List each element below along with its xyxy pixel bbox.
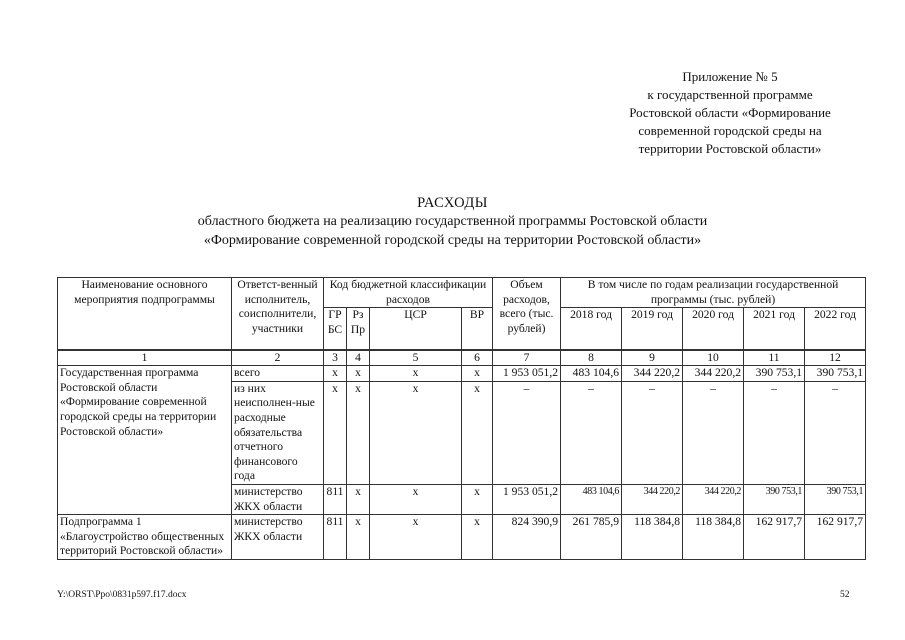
document-subtitle-line: «Формирование современной городской среды на территории Ростовской области» (203, 233, 702, 248)
header-executor: Ответст-венный исполнитель, соисполнители, участники (232, 278, 324, 350)
column-number: 12 (805, 350, 866, 366)
executor-cell: министерство ЖКХ области (232, 515, 324, 560)
table-row (58, 366, 866, 382)
year-value-cell: 483 104,6 (561, 485, 622, 515)
rzpr-cell: х (347, 485, 370, 515)
rzpr-cell: х (347, 366, 370, 382)
subprogram-name: Подпрограмма 1 «Благоустройство общественных территорий Ростовской области» (58, 515, 232, 560)
footer-file-path: Y:\ORST\Ppo\0831p597.f17.docx (57, 590, 187, 600)
csr-cell: х (370, 381, 462, 484)
column-number: 1 (58, 350, 232, 366)
document-title: РАСХОДЫ (417, 195, 488, 211)
appendix-line: Ростовской области «Формирование (629, 105, 831, 120)
vr-cell: х (462, 381, 493, 484)
year-value-cell: – (622, 381, 683, 484)
header-year: 2022 год (805, 308, 866, 350)
appendix-line: территории Ростовской области» (638, 141, 822, 156)
program-name: Государственная программа Ростовской области «Формирование современной городской среды на территории Ростовской области» (58, 366, 232, 515)
year-value-cell: – (744, 381, 805, 484)
csr-cell: х (370, 515, 462, 560)
header-year: 2020 год (683, 308, 744, 350)
rzpr-cell: х (347, 381, 370, 484)
vr-cell: х (462, 366, 493, 382)
year-value-cell: 390 753,1 (744, 366, 805, 382)
year-value-cell: – (561, 381, 622, 484)
grbs-cell: х (324, 366, 347, 382)
vr-cell: х (462, 485, 493, 515)
total-cell: 1 953 051,2 (493, 485, 561, 515)
year-value-cell: 483 104,6 (561, 366, 622, 382)
year-value-cell: 344 220,2 (683, 366, 744, 382)
header-vr: ВР (462, 308, 493, 350)
column-number: 2 (232, 350, 324, 366)
year-value-cell: – (805, 381, 866, 484)
page-number: 52 (840, 590, 850, 600)
year-value-cell: 162 917,7 (805, 515, 866, 560)
year-value-cell: 344 220,2 (683, 485, 744, 515)
header-rzpr: Рз Пр (347, 308, 370, 350)
header-grbs: ГР БС (324, 308, 347, 350)
table-header-row (58, 278, 866, 308)
document-subtitle-line: областного бюджета на реализацию государственной программы Ростовской области (197, 214, 708, 229)
header-volume: Объем расходов, всего (тыс. рублей) (493, 278, 561, 350)
year-value-cell: 344 220,2 (622, 485, 683, 515)
year-value-cell: 390 753,1 (805, 366, 866, 382)
header-year: 2019 год (622, 308, 683, 350)
appendix-line: к государственной программе (647, 87, 813, 102)
year-value-cell: 261 785,9 (561, 515, 622, 560)
table-row (58, 515, 866, 560)
header-csr: ЦСР (370, 308, 462, 350)
column-number: 9 (622, 350, 683, 366)
year-value-cell: 390 753,1 (805, 485, 866, 515)
year-value-cell: 162 917,7 (744, 515, 805, 560)
appendix-line: современной городской среды на (638, 123, 822, 138)
total-cell: – (493, 381, 561, 484)
executor-cell: министерство ЖКХ области (232, 485, 324, 515)
year-value-cell: 118 384,8 (683, 515, 744, 560)
vr-cell: х (462, 515, 493, 560)
header-years-group: В том числе по годам реализации государственной программы (тыс. рублей) (561, 278, 866, 308)
header-year: 2018 год (561, 308, 622, 350)
column-number: 7 (493, 350, 561, 366)
rzpr-cell: х (347, 515, 370, 560)
year-value-cell: 118 384,8 (622, 515, 683, 560)
header-code-group: Код бюджетной классификации расходов (324, 278, 493, 308)
column-number: 11 (744, 350, 805, 366)
total-cell: 1 953 051,2 (493, 366, 561, 382)
document-title-block (0, 194, 905, 250)
column-number: 6 (462, 350, 493, 366)
appendix-line: Приложение № 5 (682, 69, 778, 84)
column-number: 8 (561, 350, 622, 366)
column-number: 3 (324, 350, 347, 366)
total-cell: 824 390,9 (493, 515, 561, 560)
year-value-cell: 344 220,2 (622, 366, 683, 382)
expenses-table (57, 277, 866, 560)
column-number: 4 (347, 350, 370, 366)
header-year: 2021 год (744, 308, 805, 350)
grbs-cell: 811 (324, 485, 347, 515)
column-number: 10 (683, 350, 744, 366)
grbs-cell: х (324, 381, 347, 484)
csr-cell: х (370, 366, 462, 382)
appendix-header (600, 68, 860, 158)
year-value-cell: – (683, 381, 744, 484)
column-number: 5 (370, 350, 462, 366)
executor-cell: из них неисполнен-ные расходные обязательства отчетного финансового года (232, 381, 324, 484)
csr-cell: х (370, 485, 462, 515)
header-name: Наименование основного мероприятия подпрограммы (58, 278, 232, 350)
column-number-row (58, 350, 866, 366)
grbs-cell: 811 (324, 515, 347, 560)
year-value-cell: 390 753,1 (744, 485, 805, 515)
executor-cell: всего (232, 366, 324, 382)
